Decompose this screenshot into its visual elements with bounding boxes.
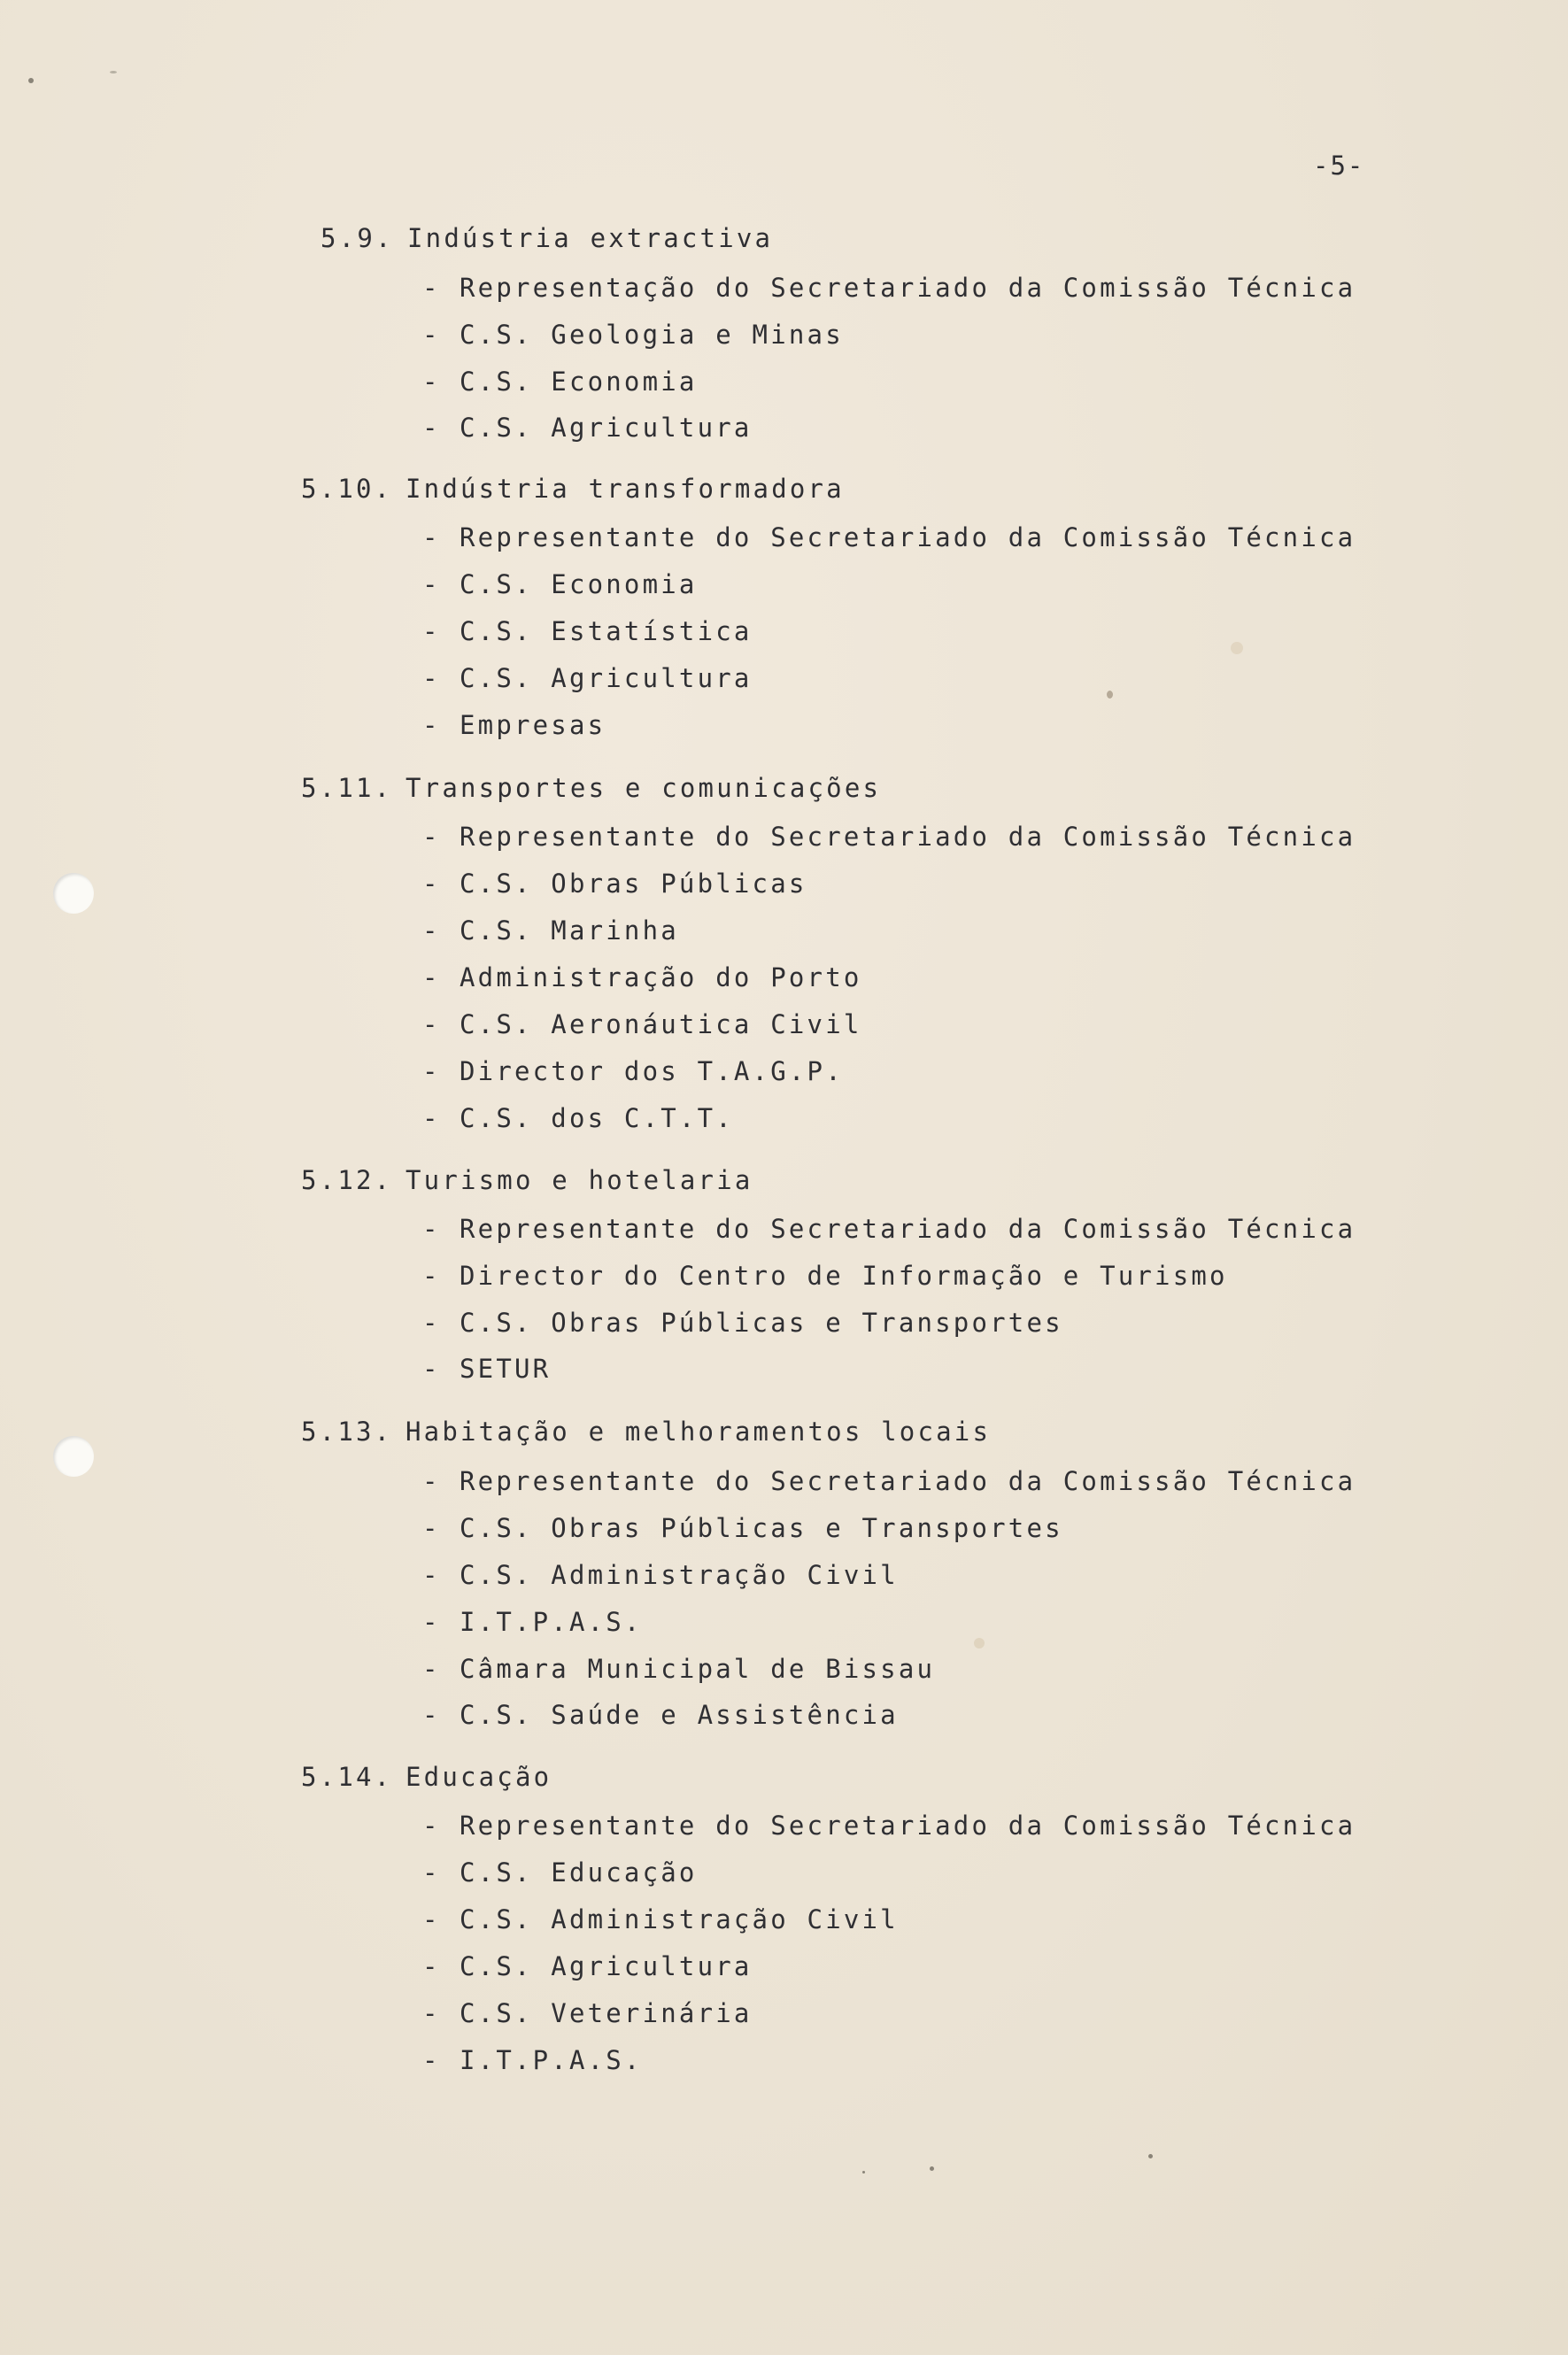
list-item: - C.S. Marinha: [422, 915, 679, 946]
list-item: - C.S. Obras Públicas e Transportes: [422, 1308, 1063, 1338]
list-item: - Representante do Secretariado da Comissão Técnica: [422, 822, 1356, 852]
section-title: Turismo e hotelaria: [406, 1165, 753, 1195]
list-item-text: Administração do Porto: [460, 962, 862, 992]
list-item-text: C.S. Administração Civil: [460, 1904, 899, 1934]
list-item-text: C.S. Obras Públicas e Transportes: [460, 1308, 1063, 1338]
section-number: 5.9.: [321, 223, 394, 253]
list-item: - Câmara Municipal de Bissau: [422, 1654, 936, 1684]
section-title: Indústria extractiva: [407, 223, 774, 253]
section-number: 5.11.: [301, 773, 393, 803]
list-item-text: C.S. dos C.T.T.: [460, 1103, 734, 1133]
list-item-text: C.S. Agricultura: [460, 663, 753, 693]
list-item-text: C.S. Administração Civil: [460, 1560, 899, 1590]
list-item-text: Empresas: [460, 710, 606, 740]
list-item: - C.S. Estatística: [422, 616, 753, 646]
list-item-text: Director do Centro de Informação e Turismo: [460, 1261, 1228, 1291]
list-item: - SETUR: [422, 1354, 552, 1384]
list-item-text: C.S. Geologia e Minas: [460, 320, 844, 350]
list-item: - C.S. Obras Públicas e Transportes: [422, 1513, 1063, 1543]
page-number: -5-: [1313, 151, 1365, 181]
list-item-text: C.S. Agricultura: [460, 413, 753, 443]
list-item: - Administração do Porto: [422, 962, 862, 992]
list-item-text: C.S. Obras Públicas: [460, 869, 807, 899]
section-number: 5.10.: [301, 474, 393, 504]
list-item-text: C.S. Educação: [460, 1857, 698, 1888]
list-item: - Representação do Secretariado da Comissão Técnica: [422, 273, 1356, 303]
list-item-text: C.S. Aeronáutica Civil: [460, 1009, 862, 1039]
section-heading: [301, 1165, 753, 1195]
list-item: - C.S. Administração Civil: [422, 1904, 899, 1934]
list-item-text: I.T.P.A.S.: [460, 2045, 643, 2075]
section-number: 5.12.: [301, 1165, 393, 1195]
section-title: Indústria transformadora: [406, 474, 845, 504]
list-item-text: Representante do Secretariado da Comissão Técnica: [460, 1466, 1356, 1496]
list-item-text: Representação do Secretariado da Comissão Técnica: [460, 273, 1356, 303]
section-number: 5.14.: [301, 1762, 393, 1792]
list-item-text: Representante do Secretariado da Comissão Técnica: [460, 822, 1356, 852]
list-item: - C.S. dos C.T.T.: [422, 1103, 734, 1133]
list-item: - C.S. Saúde e Assistência: [422, 1700, 899, 1730]
list-item: - C.S. Obras Públicas: [422, 869, 807, 899]
list-item: - Representante do Secretariado da Comissão Técnica: [422, 1214, 1356, 1244]
list-item: - Director dos T.A.G.P.: [422, 1056, 844, 1086]
list-item: - Director do Centro de Informação e Turismo: [422, 1261, 1228, 1291]
list-item: - C.S. Economia: [422, 569, 698, 599]
section-heading: [301, 773, 881, 803]
list-item: - C.S. Aeronáutica Civil: [422, 1009, 862, 1039]
list-item: - C.S. Educação: [422, 1857, 698, 1888]
section-heading: [321, 223, 773, 253]
list-item-text: C.S. Marinha: [460, 915, 679, 946]
list-item: - Representante do Secretariado da Comissão Técnica: [422, 522, 1356, 552]
section-title: Transportes e comunicações: [406, 773, 882, 803]
list-item-text: C.S. Agricultura: [460, 1951, 753, 1981]
section-heading: [301, 1417, 991, 1447]
section-heading: [301, 474, 845, 504]
list-item-text: Representante do Secretariado da Comissão Técnica: [460, 522, 1356, 552]
list-item: - Representante do Secretariado da Comissão Técnica: [422, 1466, 1356, 1496]
list-item: - C.S. Veterinária: [422, 1998, 753, 2028]
list-item-text: SETUR: [460, 1354, 552, 1384]
list-item-text: C.S. Obras Públicas e Transportes: [460, 1513, 1063, 1543]
section-title: Educação: [406, 1762, 552, 1792]
list-item: - Empresas: [422, 710, 606, 740]
list-item-text: Representante do Secretariado da Comissão Técnica: [460, 1811, 1356, 1841]
list-item: - C.S. Agricultura: [422, 413, 753, 443]
list-item: - Representante do Secretariado da Comissão Técnica: [422, 1811, 1356, 1841]
list-item-text: Representante do Secretariado da Comissão Técnica: [460, 1214, 1356, 1244]
list-item-text: Director dos T.A.G.P.: [460, 1056, 844, 1086]
section-number: 5.13.: [301, 1417, 393, 1447]
list-item: - C.S. Agricultura: [422, 663, 753, 693]
list-item: - I.T.P.A.S.: [422, 1607, 643, 1637]
list-item-text: Câmara Municipal de Bissau: [460, 1654, 936, 1684]
list-item-text: C.S. Economia: [460, 569, 698, 599]
list-item: - C.S. Geologia e Minas: [422, 320, 844, 350]
list-item: - C.S. Agricultura: [422, 1951, 753, 1981]
list-item: - I.T.P.A.S.: [422, 2045, 643, 2075]
section-heading: [301, 1762, 552, 1792]
list-item-text: C.S. Estatística: [460, 616, 753, 646]
section-title: Habitação e melhoramentos locais: [406, 1417, 992, 1447]
list-item-text: C.S. Veterinária: [460, 1998, 753, 2028]
list-item-text: C.S. Saúde e Assistência: [460, 1700, 899, 1730]
list-item-text: I.T.P.A.S.: [460, 1607, 643, 1637]
list-item-text: C.S. Economia: [460, 367, 698, 397]
list-item: - C.S. Economia: [422, 367, 698, 397]
list-item: - C.S. Administração Civil: [422, 1560, 899, 1590]
